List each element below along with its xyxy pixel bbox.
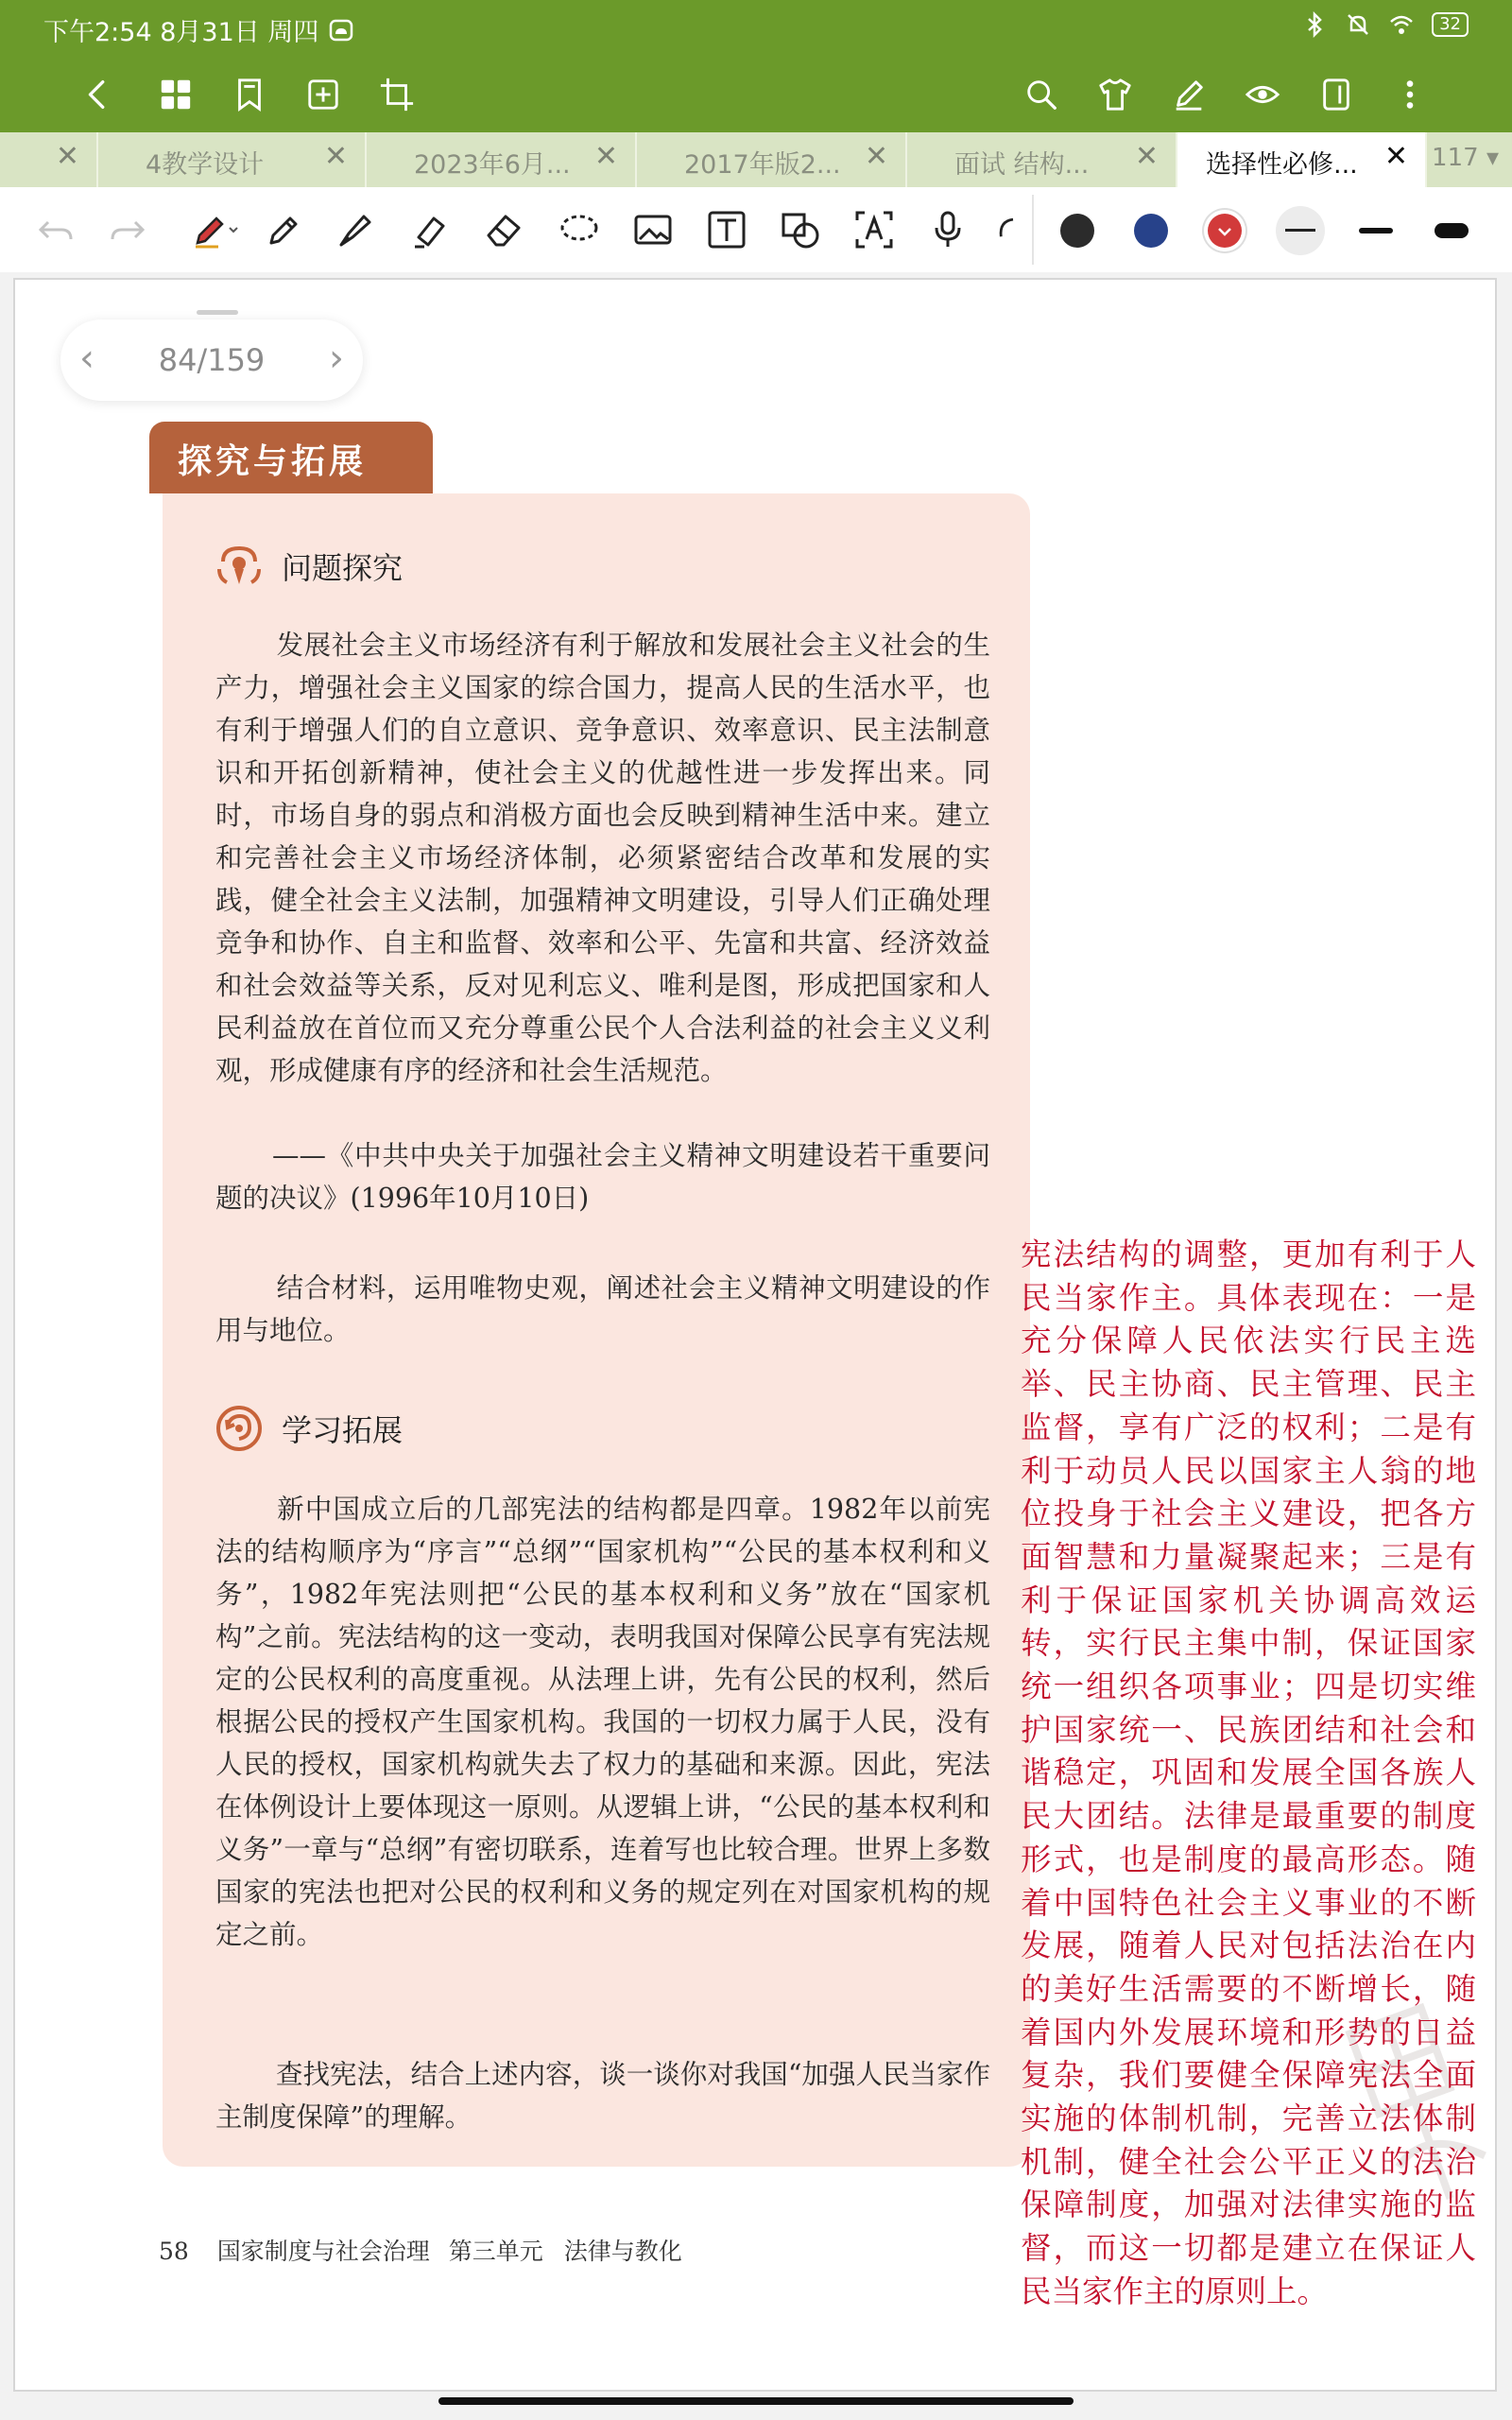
wifi-icon	[1388, 11, 1415, 38]
annotation-toolbar	[0, 187, 1512, 274]
microphone-icon[interactable]	[920, 202, 975, 257]
unit-topic: 法律与教化	[563, 2238, 682, 2265]
drag-handle[interactable]	[197, 310, 238, 315]
section-title-tab	[149, 422, 433, 493]
marker-pen-tool-icon[interactable]	[181, 202, 251, 257]
fountain-pen-tool-icon[interactable]	[329, 202, 384, 257]
extension-task-text: 查找宪法，结合上述内容，谈一谈你对我国“加强人民当家作主制度保障”的理解。	[215, 2059, 990, 2133]
edit-pen-icon[interactable]	[1162, 68, 1215, 121]
page-number: 58	[159, 2238, 189, 2265]
book-title: 国家制度与社会治理	[216, 2238, 430, 2265]
tab-close-icon[interactable]: ✕	[593, 140, 618, 173]
color-swatch-blue[interactable]	[1134, 214, 1168, 248]
status-left	[43, 11, 354, 48]
tab-label: 4教学设计	[146, 150, 265, 180]
exploration-box	[163, 493, 1030, 2167]
ocr-text-icon[interactable]	[847, 202, 902, 257]
bluetooth-icon	[1301, 11, 1328, 38]
app-header	[0, 0, 1512, 132]
extension-task	[215, 2053, 990, 2138]
pencil-tool-icon[interactable]	[257, 202, 312, 257]
next-page-icon[interactable]: ›	[329, 337, 344, 380]
tab-label: 2023年6月...	[414, 150, 571, 180]
handwritten-annotation[interactable]: 宪法结构的调整，更加有利于人民当家作主。具体表现在：一是充分保障人民依法实行民主选举、民主协商、民主管理、民主监督，享有广泛的权利；二是有利于动员人民以国家主人翁的地位投身于社会主义建设，把各方面智慧和力量凝聚起来；三是有利于保证国家机关协调高效运转，实行民主集中制，保证国家统一组织各项事业；四是切实维护国家统一、民族团结和社会和谐稳定，巩固和发展全国各族人民大团结。法律是最重要的制度形式，也是制度的最高形态。随着中国特色社会主义事业的不断发展，随着人民对包括法治在内的美好生活需要的不断增长，随着国内外发展环境和形势的日益复杂，我们要健全保障宪法全面实施的体制机制，完善立法体制机制，健全社会公平正义的法治保障制度，加强对法律实施的监督，而这一切都是建立在保证人民当家作主的原则上。	[1021, 1236, 1476, 2309]
laser-pointer-icon[interactable]	[994, 202, 1032, 257]
extension-material-text: 新中国成立后的几部宪法的结构都是四章。1982年以前宪法的结构顺序为“序言”“总纲”“国家机构”“公民的基本权利和义务”，1982年宪法则把“公民的基本权利和义务”放在“国家机构”之前。宪法结构的这一变动，表明我国对保障公民享有宪法规定的公民权利的高度重视。从法理上讲，先有公民的权利，然后根据公民的授权产生国家机构。我国的一切权力属于人民，没有人民的授权，国家机构就失去了权力的基础和来源。因此，宪法在体例设计上要体现这一原则。从逻辑上讲，“公民的基本权利和义务”一章与“总纲”有密切联系，连着写也比较合理。世界上多数国家的宪法也把对公民的权利和义务的规定列在对国家机构的规定之前。	[215, 1494, 990, 1950]
image-insert-icon[interactable]	[626, 202, 680, 257]
status-time: 下午2:54 8月31日 周四	[43, 18, 319, 47]
shape-tool-icon[interactable]	[773, 202, 828, 257]
status-right	[1301, 11, 1469, 38]
tab-label: 2017年版2...	[684, 150, 841, 180]
color-swatch-red-selected[interactable]	[1208, 214, 1242, 248]
search-icon[interactable]	[1015, 68, 1068, 121]
unit-label: 第三单元	[448, 2238, 543, 2265]
tab-count-dropdown[interactable]: 117 ▾	[1432, 144, 1499, 172]
back-icon[interactable]	[72, 68, 125, 121]
theme-shirt-icon[interactable]	[1089, 68, 1142, 121]
tab-5-active[interactable]	[1177, 132, 1427, 187]
highlighter-tool-icon[interactable]	[403, 202, 457, 257]
bookmark-icon[interactable]	[223, 68, 276, 121]
page-navigator[interactable]	[60, 320, 363, 401]
page-indicator: 84/159	[158, 342, 266, 378]
crop-icon[interactable]	[370, 68, 423, 121]
redo-icon[interactable]	[100, 202, 155, 257]
inquiry-source	[215, 1134, 990, 1219]
extension-icon	[214, 1403, 265, 1454]
eraser-tool-icon[interactable]	[476, 202, 531, 257]
toolbar-divider	[1032, 195, 1034, 265]
stroke-width-thin-selected[interactable]	[1276, 206, 1325, 255]
tab-close-icon[interactable]: ✕	[864, 140, 888, 173]
problem-inquiry-heading	[214, 541, 403, 592]
cloud-icon	[328, 17, 354, 43]
inquiry-material-text: 发展社会主义市场经济有利于解放和发展社会主义社会的生产力，增强社会主义国家的综合国力，提高人民的生活水平，也有利于增强人们的自立意识、竞争意识、效率意识、民主法制意识和开拓创新精神，使社会主义的优越性进一步发挥出来。同时，市场自身的弱点和消极方面也会反映到精神生活中来。建立和完善社会主义市场经济体制，必须紧密结合改革和发展的实践，健全社会主义法制，加强精神文明建设，引导人们正确处理竞争和协作、自主和监督、效率和公平、先富和共富、经济效益和社会效益等关系，反对见利忘义、唯利是图，形成把国家和人民利益放在首位而又充分尊重公民个人合法利益的社会主义义利观，形成健康有序的经济和社会生活规范。	[215, 630, 990, 1086]
tab-4[interactable]	[907, 132, 1177, 187]
problem-inquiry-title: 问题探究	[282, 550, 404, 586]
inquiry-task	[215, 1267, 990, 1352]
mute-bell-icon	[1345, 11, 1371, 38]
battery-indicator: 32	[1432, 12, 1469, 37]
grid-view-icon[interactable]	[149, 68, 202, 121]
tab-close-icon[interactable]: ✕	[1383, 140, 1408, 173]
inquiry-icon	[214, 541, 265, 592]
app-toolbar	[0, 59, 1512, 132]
tab-label: 面试 结构...	[954, 150, 1090, 180]
inquiry-source-text: ——《中共中央关于加强社会主义精神文明建设若干重要问题的决议》(1996年10月10日)	[215, 1140, 990, 1214]
inquiry-material	[215, 624, 990, 1092]
page-footer	[159, 2233, 703, 2267]
stroke-width-medium[interactable]	[1359, 228, 1393, 233]
section-title: 探究与拓展	[178, 442, 368, 481]
tab-3[interactable]	[637, 132, 907, 187]
tab-close-icon[interactable]: ✕	[55, 140, 79, 173]
extension-material	[215, 1488, 990, 1956]
tab-close-icon[interactable]: ✕	[1134, 140, 1159, 173]
tab-2[interactable]	[367, 132, 637, 187]
page-layout-icon[interactable]	[1310, 68, 1363, 121]
lasso-select-icon[interactable]	[552, 202, 607, 257]
status-bar	[0, 0, 1512, 53]
document-tabs	[0, 132, 1512, 187]
learning-extension-heading	[214, 1403, 403, 1454]
undo-icon[interactable]	[28, 202, 83, 257]
text-box-icon[interactable]	[699, 202, 754, 257]
tab-label: 选择性必修...	[1206, 150, 1358, 180]
read-mode-eye-icon[interactable]	[1236, 68, 1289, 121]
more-menu-icon[interactable]	[1383, 68, 1436, 121]
home-indicator[interactable]	[438, 2397, 1074, 2405]
color-swatch-black[interactable]	[1060, 214, 1094, 248]
tab-1[interactable]	[98, 132, 367, 187]
prev-page-icon[interactable]: ‹	[79, 337, 94, 380]
inquiry-task-text: 结合材料，运用唯物史观，阐述社会主义精神文明建设的作用与地位。	[215, 1272, 990, 1346]
tab-0[interactable]	[0, 132, 98, 187]
add-page-icon[interactable]	[297, 68, 350, 121]
tab-close-icon[interactable]: ✕	[323, 140, 348, 173]
learning-extension-title: 学习拓展	[282, 1412, 404, 1448]
stroke-width-thick[interactable]	[1435, 223, 1469, 238]
